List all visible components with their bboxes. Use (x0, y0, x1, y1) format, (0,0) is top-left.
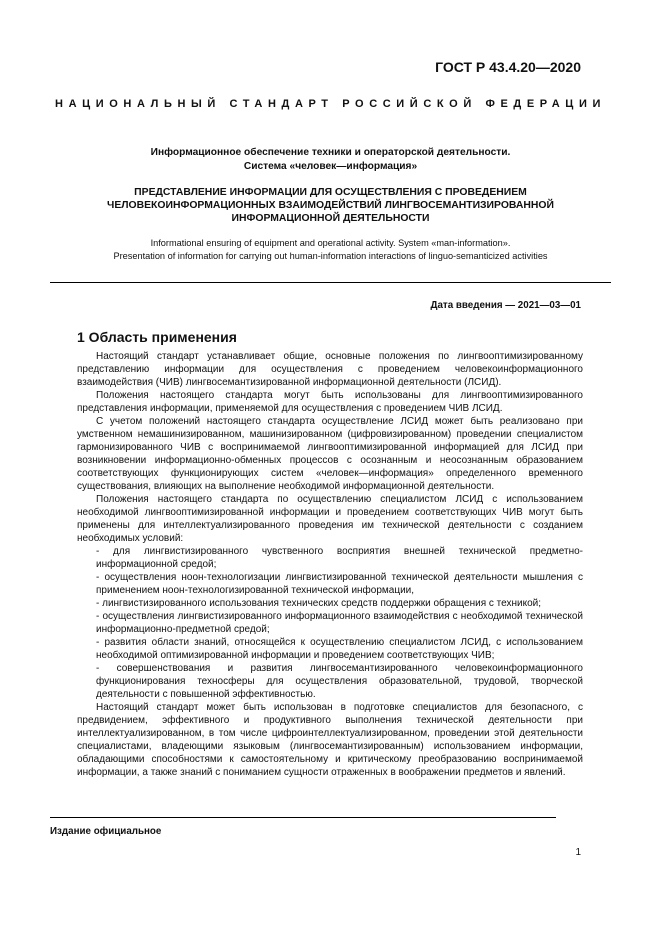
edition-label: Издание официальное (50, 826, 162, 837)
page-number: 1 (575, 847, 581, 858)
paragraph: Настоящий стандарт может быть использован в подготовке специалистов для безопасного, с предвидением, эффективного и продуктивного выполнения технической деятельности при интеллектуализированном, в том числе цифроинтеллектуализированном, проведении этой деятельности специалистами, владеющими языковым (лингвосемантизированным) использованием информации, обладающими способностями к самостоятельному и критическому преобразованию воспринимаемой информации, а также знаний с пониманием сущности отраженных в воображении предметов и явлений. (77, 702, 583, 778)
national-standard-line: НАЦИОНАЛЬНЫЙ СТАНДАРТ РОССИЙСКОЙ ФЕДЕРАЦИИ (55, 98, 606, 110)
english-title-line-2: Presentation of information for carrying out human-information interactions of linguo-semanticized activities (113, 251, 548, 261)
main-title-line-2: ЧЕЛОВЕКОИНФОРМАЦИОННЫХ ВЗАИМОДЕЙСТВИЙ ЛИНГВОСЕМАНТИЗИРОВАННОЙ (107, 200, 554, 211)
system-title-line-2: Система «человек—информация» (243, 161, 418, 172)
paragraph: Настоящий стандарт устанавливает общие, основные положения по лингвооптимизированному представлению информации для осуществления с проведением человекоинформационного взаимодействия (ЧИВ) лингвосемантизированной информационной деятельности (ЛСИД). (77, 351, 583, 388)
paragraph: Положения настоящего стандарта по осуществлению специалистом ЛСИД с использованием необходимой лингвооптимизированной информации и проведением соответствующих ЧИВ могут быть применены для интеллектуализированного проведения им технической деятельности с созданием необходимых условий: (77, 494, 583, 544)
english-title-line-1: Informational ensuring of equipment and operational activity. System «man-information». (150, 238, 511, 248)
introduction-date: Дата введения — 2021—03—01 (430, 300, 581, 311)
main-title-line-1: ПРЕДСТАВЛЕНИЕ ИНФОРМАЦИИ ДЛЯ ОСУЩЕСТВЛЕНИЯ С ПРОВЕДЕНИЕМ (134, 187, 527, 198)
list-item: - осуществления ноон-технологизации лингвистизированной технической деятельности мышления с применением ноон-технологизированной технической информации, (96, 572, 583, 596)
main-title (60, 186, 601, 225)
top-divider (50, 282, 611, 283)
document-code: ГОСТ Р 43.4.20—2020 (435, 59, 581, 75)
list-item: - для лингвистизированного чувственного восприятия внешней технической предметно-информационной средой; (96, 546, 583, 570)
list-item: - осуществления лингвистизированного информационного взаимодействия с необходимой технической информационно-предметной средой; (96, 611, 583, 635)
main-title-line-3: ИНФОРМАЦИОННОЙ ДЕЯТЕЛЬНОСТИ (231, 213, 430, 224)
english-title (60, 237, 601, 263)
system-title-line-1: Информационное обеспечение техники и операторской деятельности. (150, 147, 511, 158)
paragraph: С учетом положений настоящего стандарта осуществление ЛСИД может быть реализовано при умственном немашинизированном, машинизированном (цифровизированном) проведении специалистом гармонизированного ЧИВ с воспринимаемой лингвооптимизированной информацией для ЛСИД при возникновении информационно-обменных процессов с осознанным и неосознанным образованием соответствующих функционирующих систем «человек—информация» определенного временного существования, влияющих на выполнение необходимой информационной деятельности. (77, 416, 583, 492)
system-title (60, 146, 601, 174)
bottom-divider (50, 817, 556, 818)
section-heading: 1 Область применения (77, 329, 237, 345)
list-item: - лингвистизированного использования технических средств поддержки обращения с техникой; (96, 598, 541, 609)
section-body (77, 350, 583, 779)
list-item: - развития области знаний, относящейся к осуществлению специалистом ЛСИД, с использованием необходимой оптимизированной информации и проведением соответствующих ЧИВ; (96, 637, 583, 661)
list-item: - совершенствования и развития лингвосемантизированного человекоинформационного функционирования техносферы для осуществления образовательной, трудовой, творческой деятельности с повышенной эффективностью. (96, 663, 583, 700)
paragraph: Положения настоящего стандарта могут быть использованы для лингвооптимизированного представления информации, применяемой для осуществления с проведением ЧИВ ЛСИД. (77, 390, 583, 414)
